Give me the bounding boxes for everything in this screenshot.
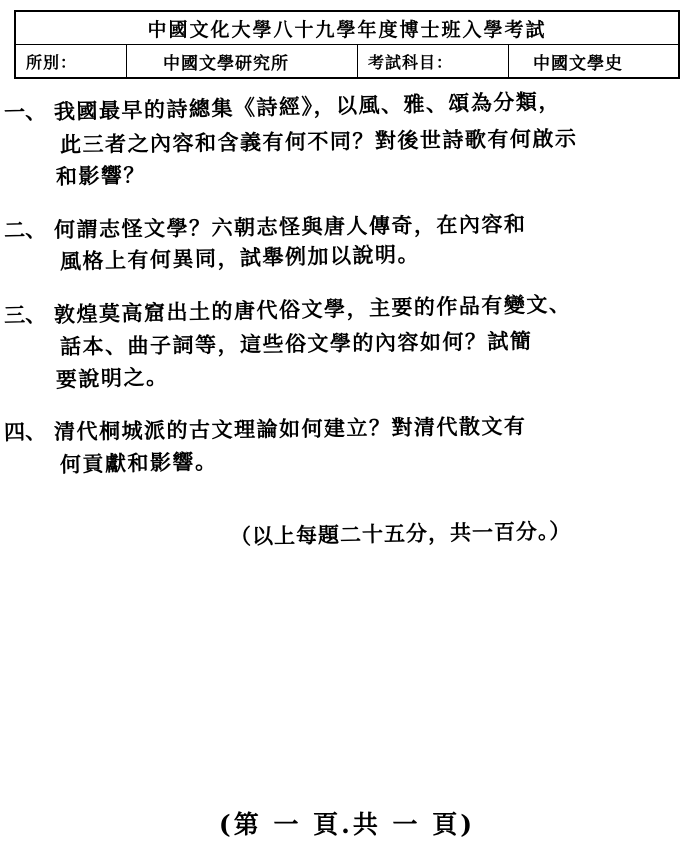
question-line: 風格上有何異同，試舉例加以說明。 [59,241,421,275]
question-number: 三、 [3,301,47,328]
question-item [0,210,694,279]
question-line: 敦煌莫高窟出土的唐代俗文學，主要的作品有變文、 [53,290,572,327]
question-line: 何謂志怪文學？六朝志怪與唐人傳奇，在內容和 [53,210,527,242]
question-line: 和影響？ [55,162,147,190]
question-text [53,413,694,481]
question-line: 此三者之內容和含義有何不同？對後世詩歌有何啟示 [59,125,578,157]
subject-value: 中國文學史 [533,53,623,74]
question-item [0,290,694,397]
question-text [53,210,694,279]
question-item [0,413,694,481]
question-line: 我國最早的詩總集《詩經》，以風、雅、頌為分類， [53,88,562,124]
question-number: 四、 [3,418,47,445]
exam-title: 中國文化大學八十九學年度博士班入學考試 [147,18,547,41]
subject-label: 考試科目： [368,52,454,72]
exam-title-cell [15,11,679,45]
question-number: 二、 [3,216,47,243]
question-line: 清代桐城派的古文理論如何建立？對清代散文有 [53,413,527,445]
department-value-cell [127,45,358,79]
question-number: 一、 [3,98,47,125]
subject-label-cell [358,45,509,79]
subject-value-cell [509,45,680,79]
page-footer: (第 一 頁.共 一 頁) [218,810,476,839]
exam-fields-row [15,45,679,79]
exam-header-table [14,10,680,79]
department-label: 所別： [26,52,78,72]
question-line: 話本、曲子詞等，這些俗文學的內容如何？試簡 [59,328,533,360]
scoring-note: （以上每題二十五分，共一百分。） [229,518,572,550]
question-line: 何貢獻和影響。 [59,448,218,477]
questions-area [0,88,694,756]
question-item [0,88,694,194]
department-value: 中國文學研究所 [163,53,289,74]
question-text [53,88,694,194]
department-label-cell [15,45,127,79]
question-line: 要說明之。 [55,363,169,392]
exam-title-row [15,11,679,45]
question-text [53,290,694,397]
